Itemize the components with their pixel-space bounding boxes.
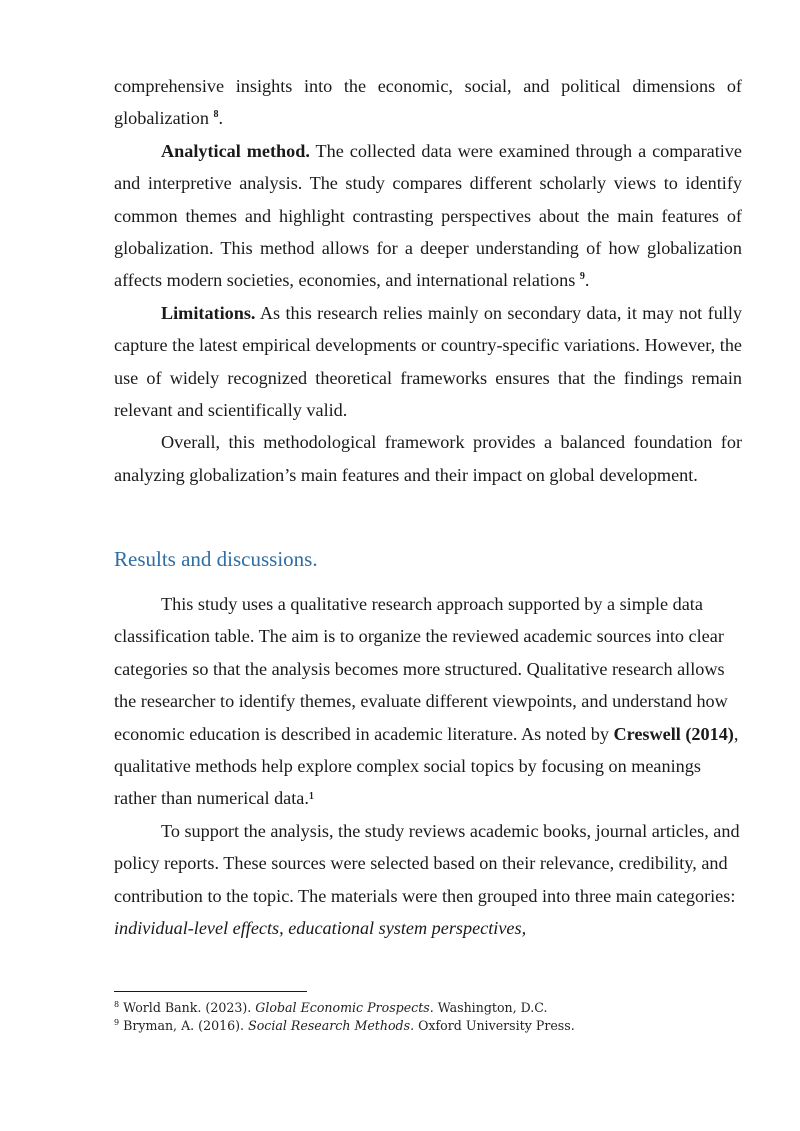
paragraph-text: This study uses a qualitative research approach supported by a simple data classification table. The aim is to organize the reviewed academic sources into clear categories so that the analysis becomes more structured. Qualitative research allows the researcher to identify themes, evaluate different viewpoints, and understand how economic education is described in academic literature. As noted by — [114, 594, 728, 744]
footnote-divider — [114, 991, 307, 992]
paragraph-text: , qualitative methods help explore complex social topics by focusing on meanings rather than numerical data.¹ — [114, 723, 739, 809]
paragraph-text: comprehensive insights into the economic, social, and political dimensions of globalization — [114, 76, 742, 129]
footnote-ref-8[interactable]: 8 — [213, 109, 219, 121]
paragraph-analytical-method — [114, 135, 742, 297]
footnotes — [114, 999, 754, 1035]
paragraph-end: . — [584, 270, 590, 291]
paragraph-end: . — [218, 108, 224, 129]
paragraph-text: The collected data were examined through a comparative and interpretive analysis. The study compares different scholarly views to identify common themes and highlight contrasting perspectives about the main features of globalization. This method allows for a deeper understanding of how globalization affects modern societies, economies, and international relations — [114, 140, 742, 291]
footnote-9 — [114, 1017, 754, 1035]
footnote-mark: 9 — [114, 1017, 120, 1027]
footnote-text: Oxford University Press. — [414, 1018, 575, 1033]
footnote-title: Social Research Methods. — [248, 1018, 415, 1033]
results-section — [114, 588, 742, 944]
footnote-mark: 8 — [114, 999, 120, 1009]
paragraph-lead: Analytical method. — [161, 140, 310, 161]
footnote-ref-9[interactable]: 9 — [579, 271, 585, 283]
citation-creswell: Creswell (2014) — [613, 723, 734, 744]
methodology-section — [114, 70, 742, 491]
paragraph-limitations — [114, 297, 742, 427]
paragraph-text: To support the analysis, the study reviews academic books, journal articles, and policy reports. These sources were selected based on their relevance, credibility, and contribution to the topic. The materials were then grouped into three main categories: — [114, 820, 740, 906]
paragraph-lead: Limitations. — [161, 302, 256, 323]
paragraph-sources — [114, 815, 742, 945]
footnote-text: World Bank. (2023). — [123, 1000, 256, 1015]
footnote-text: Bryman, A. (2016). — [123, 1018, 249, 1033]
footnote-text: Washington, D.C. — [433, 1000, 548, 1015]
paragraph-text: Overall, this methodological framework provides a balanced foundation for analyzing globalization’s main features and their impact on global development. — [114, 432, 742, 485]
footnote-title: Global Economic Prospects. — [255, 1000, 434, 1015]
paragraph-qualitative-approach — [114, 588, 742, 815]
categories-italic: individual-level effects, educational system perspectives, — [114, 918, 527, 939]
paragraph-globalization-insights — [114, 70, 742, 135]
section-heading: Results and discussions. — [114, 547, 318, 571]
paragraph-overall — [114, 426, 742, 491]
footnote-8 — [114, 999, 754, 1017]
paragraph-text: As this research relies mainly on secondary data, it may not fully capture the latest empirical developments or country-specific variations. However, the use of widely recognized theoretical frameworks ensures that the findings remain relevant and scientifically valid. — [114, 302, 742, 421]
